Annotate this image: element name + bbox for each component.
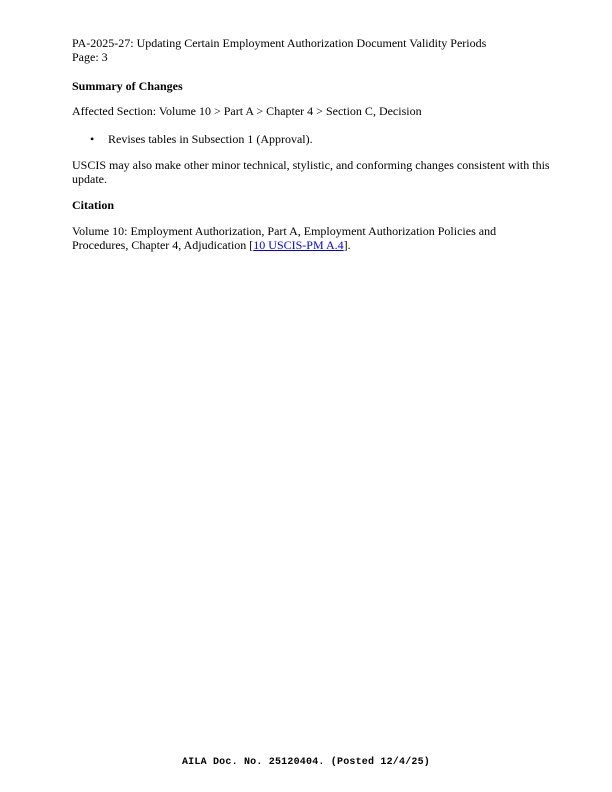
page-footer: AILA Doc. No. 25120404. (Posted 12/4/25) — [181, 757, 431, 768]
list-item — [90, 132, 313, 146]
changes-note: USCIS may also make other minor technical, stylistic, and conforming changes consistent with this update. — [72, 158, 550, 186]
citation-text: Volume 10: Employment Authorization, Part A, Employment Authorization Policies and Procedures, Chapter 4, Adjudication [ — [72, 224, 497, 252]
citation-paragraph — [72, 224, 552, 252]
bullet-text: Revises tables in Subsection 1 (Approval). — [108, 132, 313, 146]
bullet-icon: • — [90, 132, 95, 146]
citation-heading: Citation — [72, 198, 114, 212]
affected-section: Affected Section: Volume 10 > Part A > Chapter 4 > Section C, Decision — [72, 104, 422, 118]
document-title: PA-2025-27: Updating Certain Employment Authorization Document Validity Periods — [72, 36, 487, 50]
citation-link[interactable]: 10 USCIS-PM A.4 — [253, 238, 344, 252]
summary-heading: Summary of Changes — [72, 79, 183, 93]
page-header — [72, 36, 486, 64]
citation-text-end: ]. — [343, 238, 351, 252]
page-number: Page: 3 — [72, 50, 108, 64]
